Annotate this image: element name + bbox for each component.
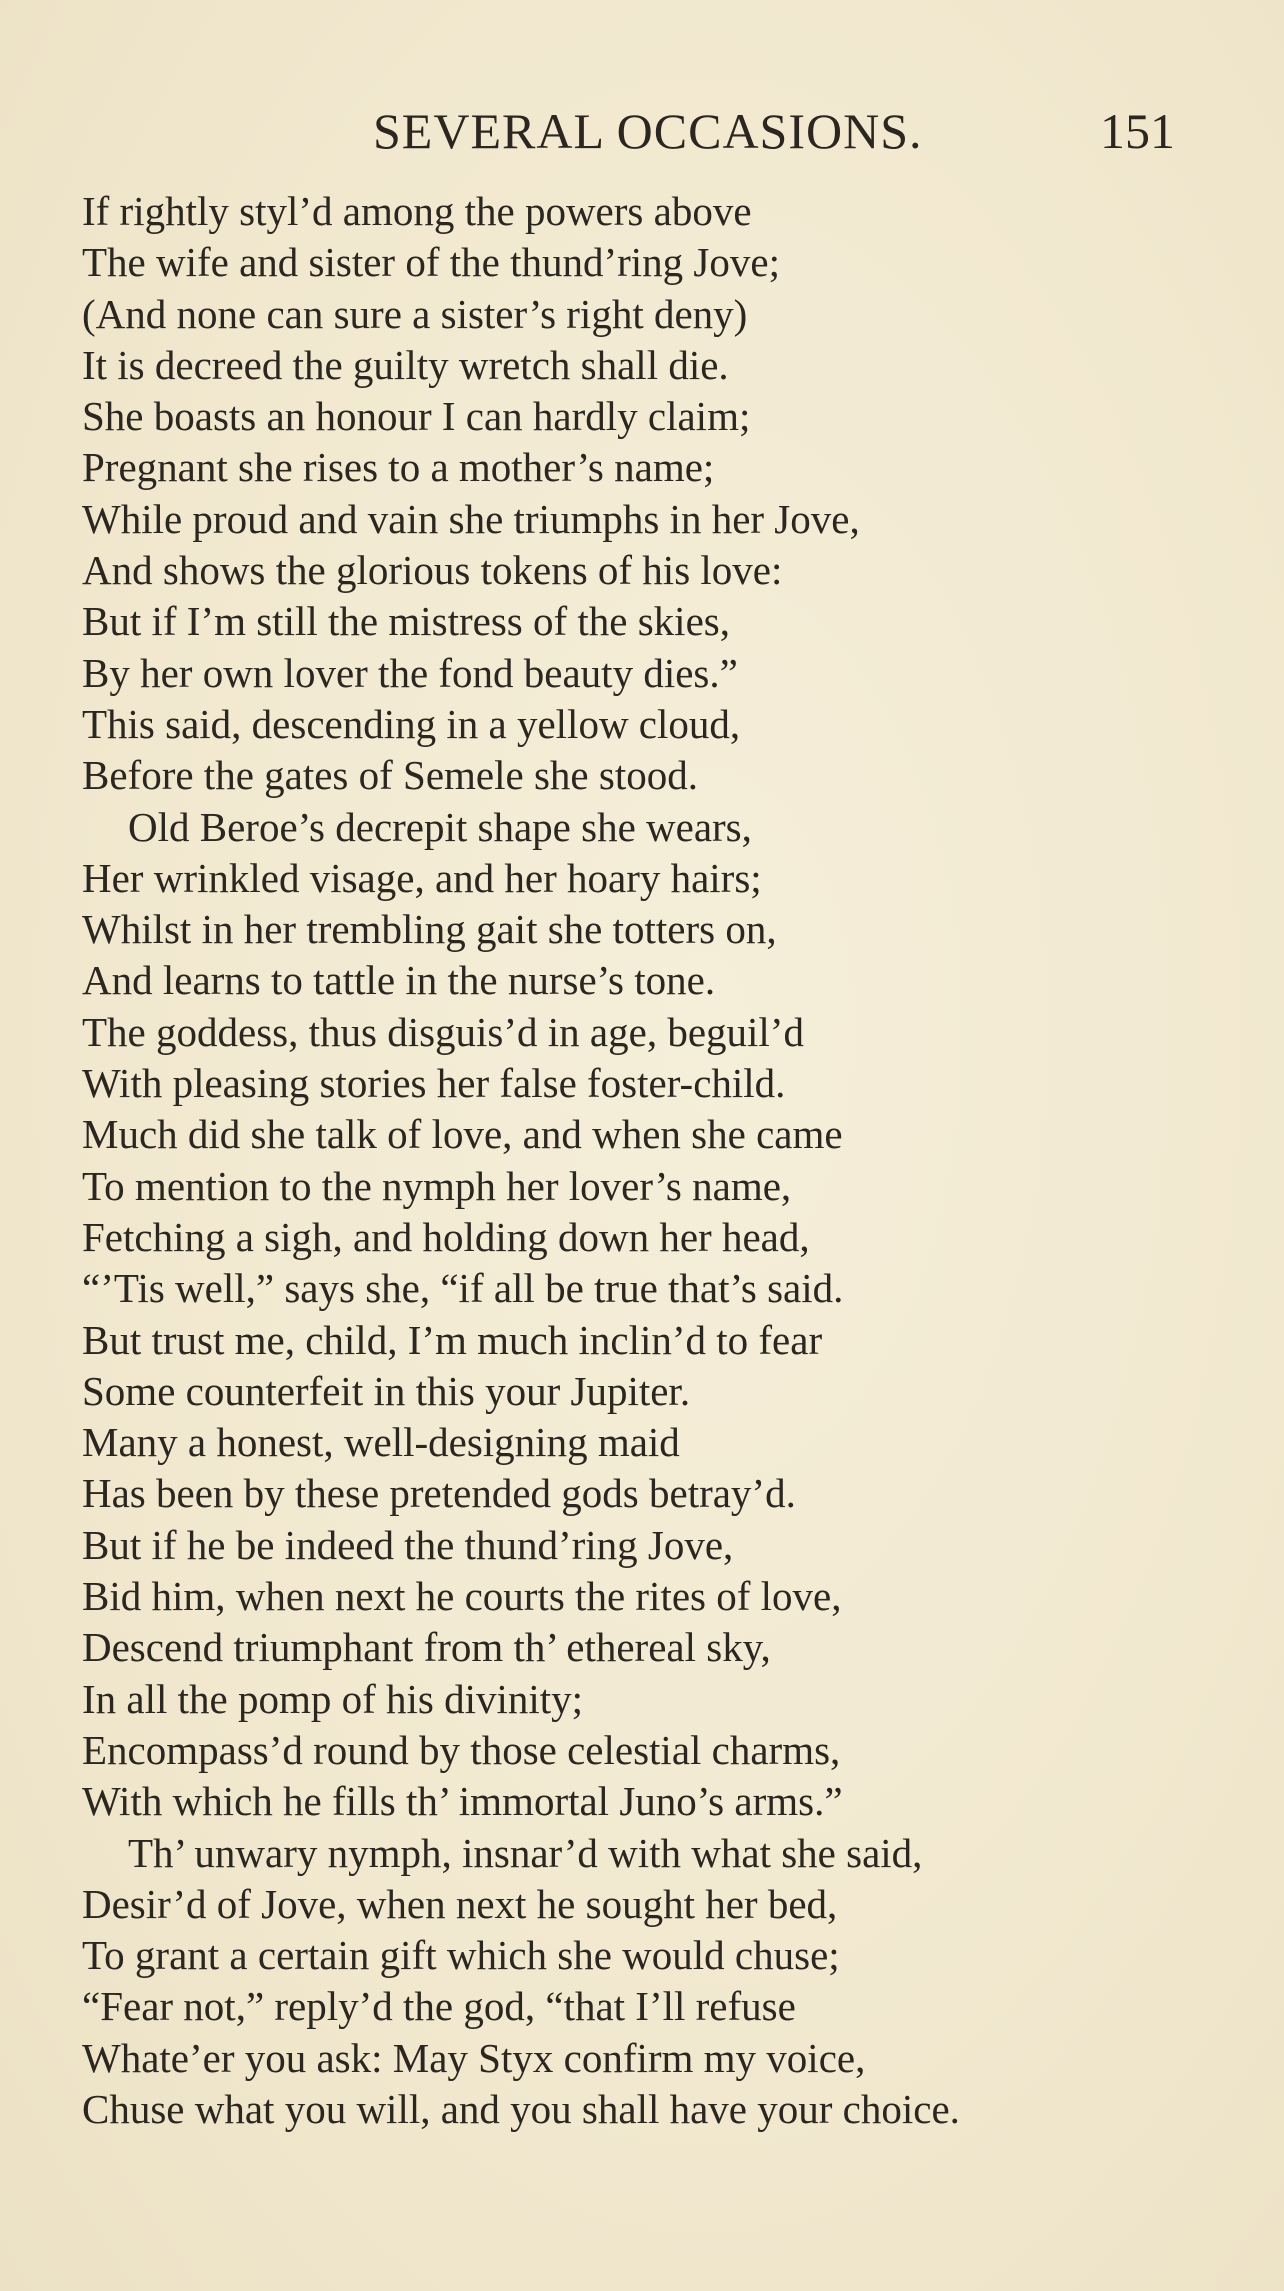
verse-line: Whate’er you ask: May Styx confirm my voice, [82,2034,866,2081]
verse-line: While proud and vain she triumphs in her Jove, [82,495,860,542]
verse-line: But if he be indeed the thund’ring Jove, [82,1521,734,1568]
verse-line: Has been by these pretended gods betray’d. [82,1470,796,1517]
page-header [0,102,1284,172]
verse-line: And shows the glorious tokens of his love: [82,547,783,594]
verse-line: To grant a certain gift which she would chuse; [82,1932,840,1979]
verse-line: Desir’d of Jove, when next he sought her bed, [82,1880,838,1927]
verse-line: Bid him, when next he courts the rites of love, [82,1573,842,1620]
poem-text [82,186,1272,2135]
verse-line: Many a honest, well-designing maid [82,1419,680,1466]
verse-line: (And none can sure a sister’s right deny) [82,290,748,337]
verse-line: The goddess, thus disguis’d in age, beguil’d [82,1008,804,1055]
verse-line: “’Tis well,” says she, “if all be true that’s said. [82,1265,844,1312]
verse-line: Descend triumphant from th’ ethereal sky, [82,1624,771,1671]
verse-line: Encompass’d round by those celestial charms, [82,1726,841,1773]
verse-line: “Fear not,” reply’d the god, “that I’ll refuse [82,1983,796,2030]
verse-line: Pregnant she rises to a mother’s name; [82,444,715,491]
verse-line: By her own lover the fond beauty dies.” [82,649,738,696]
verse-line: Some counterfeit in this your Jupiter. [82,1367,691,1414]
page-number: 151 [1100,103,1175,159]
verse-line: Chuse what you will, and you shall have your choice. [82,2085,960,2132]
verse-line: With pleasing stories her false foster-child. [82,1060,786,1107]
verse-line: Much did she talk of love, and when she came [82,1111,843,1158]
verse-line: And learns to tattle in the nurse’s tone. [82,957,716,1004]
verse-line: Her wrinkled visage, and her hoary hairs; [82,854,762,901]
verse-line: It is decreed the guilty wretch shall die. [82,341,729,388]
verse-line: Fetching a sigh, and holding down her head, [82,1213,810,1260]
verse-line: This said, descending in a yellow cloud, [82,700,741,747]
verse-line: The wife and sister of the thund’ring Jove; [82,239,780,286]
verse-line: If rightly styl’d among the powers above [82,188,752,234]
verse-line: Th’ unwary nymph, insnar’d with what she said, [128,1829,923,1876]
verse-line: Whilst in her trembling gait she totters on, [82,906,777,953]
verse-line: Before the gates of Semele she stood. [82,752,698,799]
verse-line: But trust me, child, I’m much inclin’d to fear [82,1316,823,1363]
verse-line: To mention to the nymph her lover’s name, [82,1162,792,1209]
verse-line: She boasts an honour I can hardly claim; [82,393,751,440]
verse-line: In all the pomp of his divinity; [82,1675,584,1722]
verse-line: With which he fills th’ immortal Juno’s arms.” [82,1778,843,1825]
running-head: SEVERAL OCCASIONS. [373,103,923,159]
verse-line: Old Beroe’s decrepit shape she wears, [128,803,752,850]
verse-line: But if I’m still the mistress of the skies, [82,598,730,645]
